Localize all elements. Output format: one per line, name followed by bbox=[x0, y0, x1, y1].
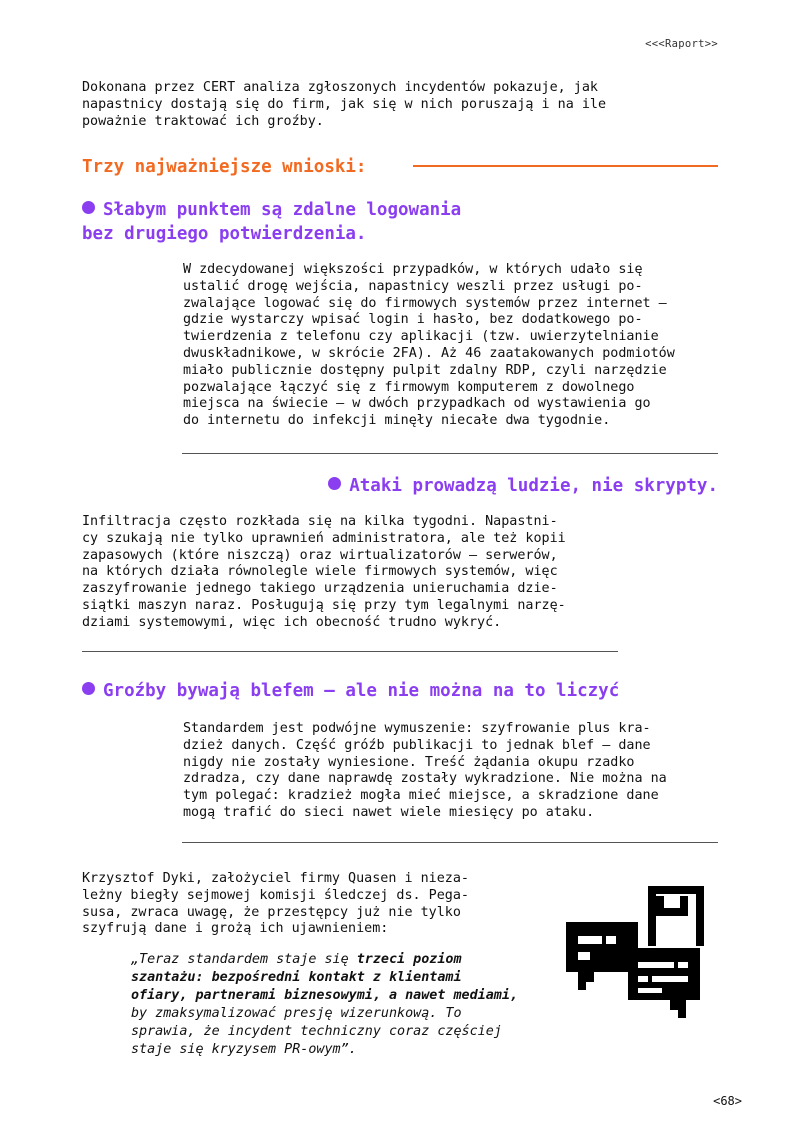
point-2-heading-text: Ataki prowadzą ludzie, nie skrypty. bbox=[349, 476, 718, 496]
quote-part-2: by zmaksymalizować presję wizerunkową. To sprawia, że incydent techniczny coraz częściej staje się kryzysem PR-owym”. bbox=[131, 1006, 502, 1057]
point-2-body: Infiltracja często rozkłada się na kilka tygodni. Napastni- cy szukają nie tylko uprawnień administratora, ale też kopii zapasowych (które niszczą) oraz wirtualizatorów — serwerów, na których działa równolegle wiele firmowych systemów, więc zaszyfrowanie jednego takiego urządzenia unieruchamia dzie- siątki maszyn naraz. Posługują się przy tym legalnymi narzę- dziami systemowymi, więc ich obecność trudno wykryć. bbox=[82, 514, 566, 630]
report-header-label: <<<Raport>> bbox=[645, 38, 718, 50]
bullet-dot bbox=[82, 682, 95, 695]
point-1-body: W zdecydowanej większości przypadków, w których udało się ustalić drogę wejścia, napastnicy weszli przez usługi po- zwalające logować się do firmowych systemów przez internet — gdzie wystarczy wpisać login i hasło, bez dodatkowego po- twierdzenia z telefonu czy aplikacji (tzw. uwierzytelnianie dwuskładnikowe, w skrócie 2FA). Aż 46 zaatakowanych podmiotów miało publicznie dostępny pulpit zdalny RDP, czyli narzędzie pozwalające łączyć się z firmowym komputerem z dowolnego miejsca na świecie — w dwóch przypadkach od wystawienia go do internetu do infekcji minęły niecałe dwa tygodnie. bbox=[183, 262, 675, 429]
point-3-heading bbox=[82, 679, 619, 703]
point-1-heading-text: Słabym punktem są zdalne logowania bez drugiego potwierdzenia. bbox=[82, 200, 462, 244]
bullet-dot bbox=[328, 477, 341, 490]
closing-paragraph: Krzysztof Dyki, założyciel firmy Quasen i nieza- leżny biegły sejmowej komisji śledczej ds. Pega- susa, zwraca uwagę, że przestępcy już nie tylko szyfrują dane i grożą ich ujawnieniem: bbox=[82, 871, 469, 937]
point-2-heading bbox=[328, 474, 718, 498]
point-1-heading bbox=[82, 198, 461, 246]
quote-part-1: „Teraz standardem staje się bbox=[131, 952, 357, 967]
expert-quote bbox=[131, 951, 521, 1059]
intro-paragraph: Dokonana przez CERT analiza zgłoszonych incydentów pokazuje, jak napastnicy dostają się do firm, jak się w nich poruszają i na ile poważnie traktować ich groźby. bbox=[82, 80, 607, 129]
divider bbox=[182, 453, 718, 454]
page-number: <68> bbox=[713, 1094, 742, 1108]
point-3-heading-text: Groźby bywają blefem — ale nie można na to liczyć bbox=[103, 681, 620, 701]
divider bbox=[82, 651, 618, 652]
point-3-body: Standardem jest podwójne wymuszenie: szyfrowanie plus kra- dzież danych. Część gróźb publikacji to jednak blef — dane nigdy nie zostały wyniesione. Treść żądania okupu rzadko zdradza, czy dane naprawdę zostały wykradzione. Nie można na tym polegać: kradzież mogła mieć miejsce, a skradzione dane mogą trafić do sieci nawet wiele miesięcy po ataku. bbox=[183, 721, 667, 820]
divider bbox=[182, 842, 718, 843]
section-title: Trzy najważniejsze wnioski: bbox=[82, 157, 367, 177]
section-title-rule bbox=[413, 165, 718, 167]
quote-bold: trzeci poziom szantażu: bezpośredni kontakt z klientami ofiary, partnerami biznesowymi, a nawet mediami, bbox=[131, 952, 518, 1003]
chat-bubbles-pixel-icon bbox=[566, 886, 706, 1026]
bullet-dot bbox=[82, 201, 95, 214]
